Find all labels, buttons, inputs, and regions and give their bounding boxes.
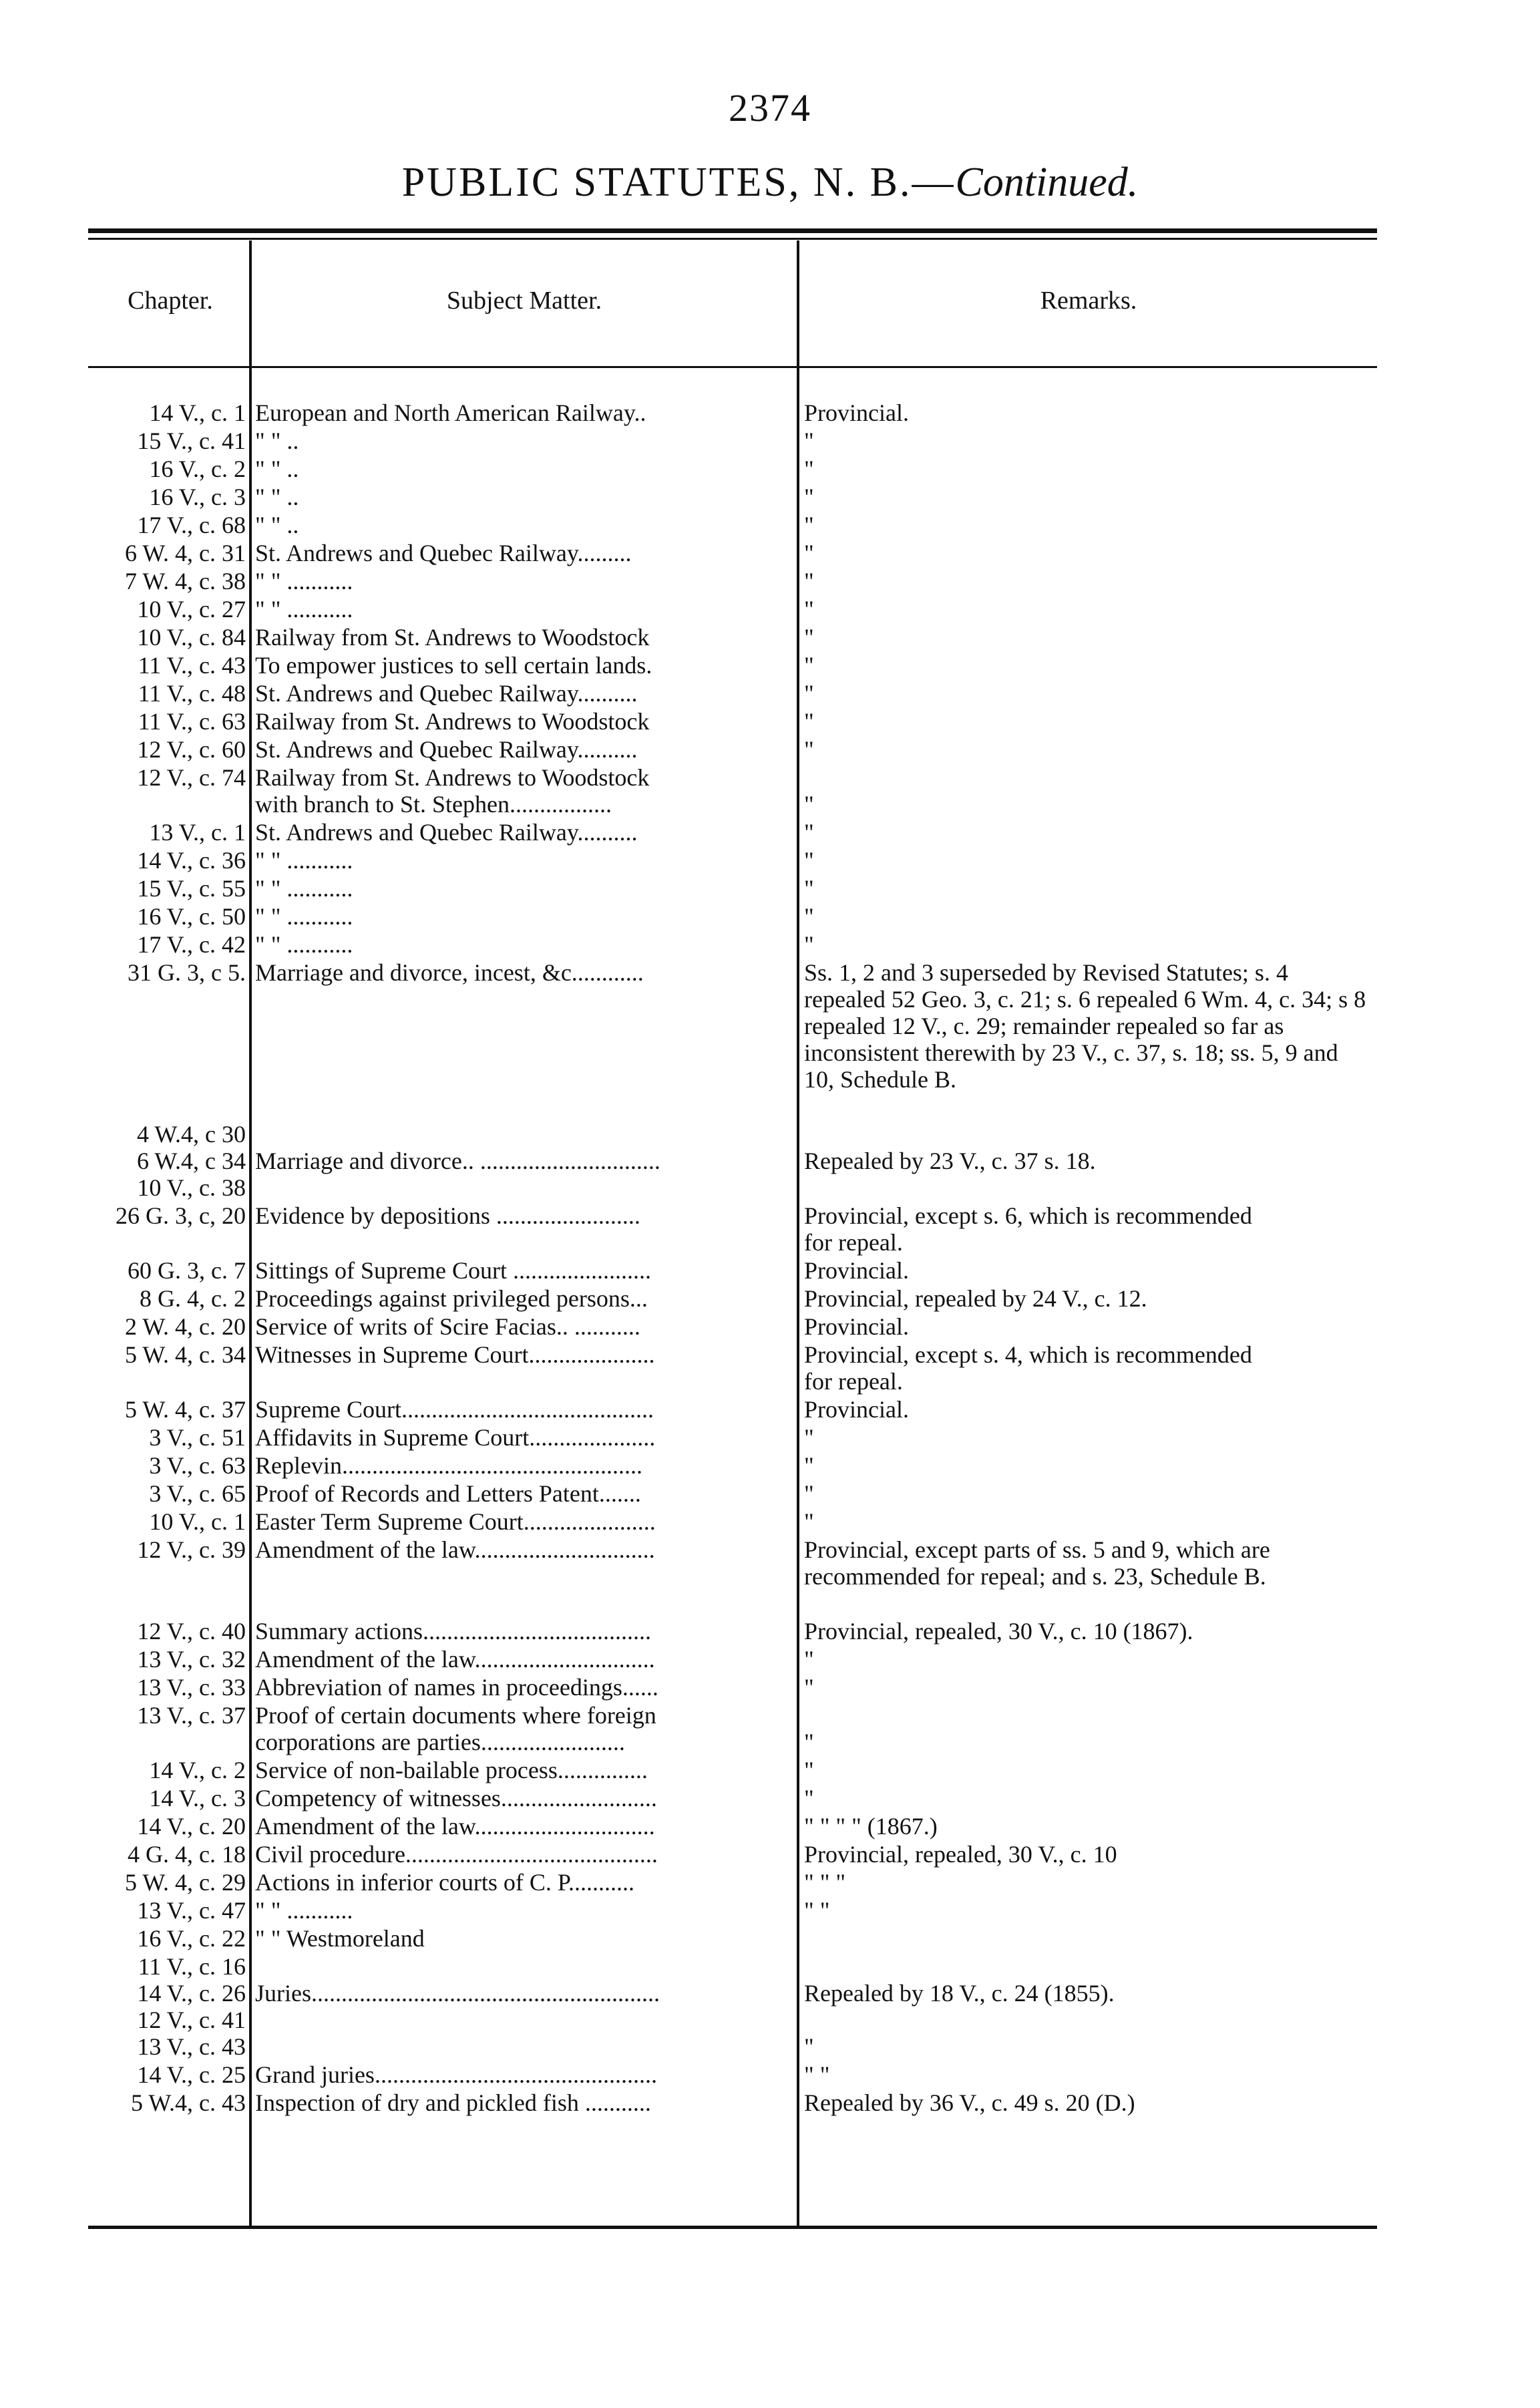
chapter-cell: 14 V., c. 2 — [149, 1757, 246, 1783]
table-row — [0, 1202, 1540, 1257]
subject-cell: Amendment of the law.............................. — [255, 1813, 655, 1840]
chapter-cell: 13 V., c. 1 — [149, 819, 246, 846]
table-row — [0, 652, 1540, 680]
remarks-cell: " — [804, 624, 814, 651]
chapter-cell: 5 W. 4, c. 34 — [124, 1341, 246, 1368]
table-row — [0, 1480, 1540, 1508]
page-title-main: PUBLIC STATUTES, N. B.— — [401, 160, 956, 205]
remarks-cell: " — [804, 652, 814, 679]
chapter-cell: 10 V., c. 1 — [149, 1508, 246, 1535]
subject-cell: Service of writs of Scire Facias.. ........... — [255, 1313, 640, 1340]
remarks-cell: Repealed by 23 V., c. 37 s. 18. — [804, 1148, 1096, 1174]
table-row — [0, 1508, 1540, 1536]
remarks-cell: " — [804, 1452, 814, 1479]
column-header-subject: Subject Matter. — [446, 287, 602, 315]
remarks-cell: " " " " (1867.) — [804, 1813, 938, 1840]
subject-cell: Service of non-bailable process............... — [255, 1757, 648, 1783]
remarks-cell: " " " — [804, 1869, 846, 1896]
chapter-cell: 16 V., c. 50 — [137, 903, 246, 930]
subject-cell: Marriage and divorce.. .............................. — [255, 1148, 660, 1174]
chapter-cell: 14 V., c. 3 — [149, 1785, 246, 1812]
table-row — [0, 1757, 1540, 1785]
subject-cell: Amendment of the law.............................. — [255, 1536, 655, 1563]
table-row — [0, 1646, 1540, 1674]
subject-cell: Supreme Court.......................................... — [255, 1396, 654, 1423]
top-rule-thin — [88, 238, 1377, 240]
subject-cell: Replevin.................................................. — [255, 1452, 642, 1479]
table-row — [0, 512, 1540, 540]
subject-cell: Affidavits in Supreme Court..................... — [255, 1424, 656, 1451]
remarks-cell: Repealed by 18 V., c. 24 (1855). " — [804, 1980, 1115, 2060]
subject-cell: Evidence by depositions ........................ — [255, 1202, 640, 1229]
chapter-cell: 5 W.4, c. 43 — [130, 2089, 246, 2116]
remarks-cell: " — [804, 1785, 814, 1812]
subject-cell: Railway from St. Andrews to Woodstock with branch to St. Stephen................. — [255, 764, 650, 818]
remarks-cell: " — [804, 1480, 814, 1507]
column-header-chapter: Chapter. — [128, 287, 213, 315]
remarks-cell: " — [804, 847, 814, 874]
top-rule-thick — [88, 228, 1377, 233]
table-row — [0, 540, 1540, 568]
remarks-cell: " — [804, 903, 814, 930]
chapter-cell: 12 V., c. 39 — [137, 1536, 246, 1563]
statutes-table-body — [0, 399, 1540, 2117]
table-row — [0, 2089, 1540, 2117]
remarks-cell: " — [804, 708, 814, 735]
chapter-cell: 12 V., c. 60 — [137, 736, 246, 763]
table-row — [0, 484, 1540, 512]
remarks-cell: Provincial, except s. 6, which is recommended for repeal. — [804, 1202, 1252, 1256]
table-row — [0, 736, 1540, 764]
subject-cell: To empower justices to sell certain lands. — [255, 652, 652, 679]
remarks-cell: Ss. 1, 2 and 3 superseded by Revised Statutes; s. 4 repealed 52 Geo. 3, c. 21; s. 6 repealed 6 Wm. 4, c. 34; s 8 repealed 12 V., c. 29; remainder repealed so far as inconsistent therewith by 23 V., c. 37, s. 18; ss. 5, 9 and 10, Schedule B. — [804, 959, 1366, 1093]
table-row — [0, 1674, 1540, 1702]
subject-cell: Competency of witnesses.......................... — [255, 1785, 657, 1812]
subject-cell: " " ........... — [255, 875, 353, 902]
subject-cell: Railway from St. Andrews to Woodstock — [255, 624, 650, 651]
remarks-cell: " — [804, 1729, 814, 1755]
subject-cell: St. Andrews and Quebec Railway.......... — [255, 819, 638, 846]
subject-cell: St. Andrews and Quebec Railway......... — [255, 540, 632, 566]
chapter-cell: 11 V., c. 43 — [138, 652, 246, 679]
table-row — [0, 1121, 1540, 1202]
subject-cell: " " ........... — [255, 1897, 353, 1924]
subject-cell: European and North American Railway.. — [255, 399, 646, 426]
chapter-cell: 13 V., c. 37 — [137, 1702, 246, 1729]
table-row — [0, 1396, 1540, 1424]
chapter-cell: 12 V., c. 74 — [137, 764, 246, 791]
table-row — [0, 847, 1540, 875]
subject-cell: St. Andrews and Quebec Railway.......... — [255, 680, 638, 707]
chapter-cell: 16 V., c. 3 — [149, 484, 246, 510]
remarks-cell: Provincial. — [804, 1396, 909, 1423]
remarks-cell: " — [804, 1424, 814, 1451]
chapter-cell: 4 G. 4, c. 18 — [128, 1841, 246, 1868]
chapter-cell: 15 V., c. 55 — [137, 875, 246, 902]
subject-cell: Amendment of the law.............................. — [255, 1646, 655, 1673]
remarks-cell: Provincial, repealed by 24 V., c. 12. — [804, 1285, 1147, 1312]
chapter-cell: 11 V., c. 63 — [138, 708, 246, 735]
subject-cell: Sittings of Supreme Court ....................... — [255, 1257, 651, 1284]
table-row — [0, 764, 1540, 819]
remarks-cell: " — [804, 1757, 814, 1783]
remarks-cell: " — [804, 736, 814, 763]
chapter-cell: 17 V., c. 68 — [137, 512, 246, 538]
table-row — [0, 1618, 1540, 1646]
subject-cell: " " ........... — [255, 903, 353, 930]
chapter-cell: 31 G. 3, c 5. — [128, 959, 246, 986]
chapter-cell: 3 V., c. 63 — [149, 1452, 246, 1479]
subject-cell: " " ........... — [255, 568, 353, 594]
table-row — [0, 1536, 1540, 1618]
chapter-cell: 10 V., c. 84 — [137, 624, 246, 651]
table-row — [0, 399, 1540, 427]
subject-cell: Abbreviation of names in proceedings...... — [255, 1674, 658, 1701]
remarks-cell: " " — [804, 1897, 830, 1924]
remarks-cell: " " — [804, 2061, 830, 2088]
subject-cell: St. Andrews and Quebec Railway.......... — [255, 736, 638, 763]
remarks-cell: " — [804, 1508, 814, 1535]
table-row — [0, 903, 1540, 931]
remarks-cell: Repealed by 36 V., c. 49 s. 20 (D.) — [804, 2089, 1135, 2116]
table-row — [0, 680, 1540, 708]
table-row — [0, 568, 1540, 596]
remarks-cell: " — [804, 791, 814, 818]
chapter-cell: 4 W.4, c 30 6 W.4, c 34 10 V., c. 38 — [136, 1121, 246, 1201]
remarks-cell: Provincial, except s. 4, which is recommended for repeal. — [804, 1341, 1252, 1395]
table-row — [0, 1285, 1540, 1313]
table-row — [0, 1841, 1540, 1869]
chapter-cell: 3 V., c. 65 — [149, 1480, 246, 1507]
header-rule — [88, 366, 1377, 368]
table-row — [0, 1785, 1540, 1813]
remarks-cell: Provincial, repealed, 30 V., c. 10 — [804, 1841, 1117, 1868]
subject-cell: Marriage and divorce, incest, &c............ — [255, 959, 644, 986]
table-row — [0, 624, 1540, 652]
remarks-cell: Provincial, except parts of ss. 5 and 9, which are recommended for repeal; and s. 23, Schedule B. — [804, 1536, 1270, 1590]
chapter-cell: 3 V., c. 51 — [149, 1424, 246, 1451]
table-row — [0, 875, 1540, 903]
chapter-cell: 60 G. 3, c. 7 — [128, 1257, 246, 1284]
page-title-continued: Continued. — [955, 160, 1139, 205]
page-number: 2374 — [729, 86, 811, 130]
chapter-cell: 12 V., c. 40 — [137, 1618, 246, 1645]
table-row — [0, 931, 1540, 959]
remarks-cell: " — [804, 540, 814, 566]
table-row — [0, 1897, 1540, 1925]
chapter-cell: 5 W. 4, c. 29 — [124, 1869, 246, 1896]
subject-cell: Proof of certain documents where foreign corporations are parties........................ — [255, 1702, 656, 1755]
chapter-cell: 6 W. 4, c. 31 — [124, 540, 246, 566]
remarks-cell: " — [804, 456, 814, 482]
subject-cell: " " .. — [255, 512, 299, 538]
table-row — [0, 596, 1540, 624]
table-row — [0, 1869, 1540, 1897]
subject-cell: Railway from St. Andrews to Woodstock — [255, 708, 650, 735]
remarks-cell: " — [804, 875, 814, 902]
chapter-cell: 13 V., c. 32 — [137, 1646, 246, 1673]
chapter-cell: 26 G. 3, c, 20 — [116, 1202, 246, 1229]
table-row — [0, 427, 1540, 456]
remarks-cell: " — [804, 596, 814, 623]
remarks-cell: " — [804, 819, 814, 846]
chapter-cell: 7 W. 4, c. 38 — [124, 568, 246, 594]
subject-cell: Civil procedure.......................................... — [255, 1841, 658, 1868]
chapter-cell: 14 V., c. 1 — [149, 399, 246, 426]
chapter-cell: 2 W. 4, c. 20 — [124, 1313, 246, 1340]
subject-cell: " " Westmoreland — [255, 1925, 425, 1952]
remarks-cell: " — [804, 484, 814, 510]
remarks-cell: Provincial, repealed, 30 V., c. 10 (1867). — [804, 1618, 1193, 1645]
table-row — [0, 1953, 1540, 2061]
subject-cell: Juries.......................................................... — [255, 1980, 660, 2007]
table-row — [0, 1813, 1540, 1841]
table-row — [0, 959, 1540, 1121]
table-row — [0, 2061, 1540, 2089]
subject-cell: Proceedings against privileged persons... — [255, 1285, 648, 1312]
subject-cell: Actions in inferior courts of C. P........... — [255, 1869, 634, 1896]
page-title — [0, 159, 1540, 206]
chapter-cell: 13 V., c. 33 — [137, 1674, 246, 1701]
chapter-cell: 17 V., c. 42 — [137, 931, 246, 958]
remarks-cell: " — [804, 512, 814, 538]
table-row — [0, 1452, 1540, 1480]
table-row — [0, 819, 1540, 847]
remarks-cell: " — [804, 1646, 814, 1673]
chapter-cell: 8 G. 4, c. 2 — [140, 1285, 246, 1312]
subject-cell: Easter Term Supreme Court...................... — [255, 1508, 656, 1535]
chapter-cell: 16 V., c. 2 — [149, 456, 246, 482]
remarks-cell: " — [804, 931, 814, 958]
table-row — [0, 456, 1540, 484]
chapter-cell: 10 V., c. 27 — [137, 596, 246, 623]
bottom-rule — [88, 2226, 1377, 2229]
remarks-cell: " — [804, 1674, 814, 1701]
table-row — [0, 1702, 1540, 1757]
table-row — [0, 1257, 1540, 1285]
subject-cell: " " ........... — [255, 931, 353, 958]
table-row — [0, 1424, 1540, 1452]
chapter-cell: 16 V., c. 22 — [137, 1925, 246, 1952]
table-row — [0, 1925, 1540, 1953]
table-row — [0, 1313, 1540, 1341]
remarks-cell: " — [804, 680, 814, 707]
chapter-cell: 14 V., c. 25 — [137, 2061, 246, 2088]
chapter-cell: 11 V., c. 48 — [138, 680, 246, 707]
subject-cell: Witnesses in Supreme Court..................... — [255, 1341, 655, 1368]
subject-cell: " " ........... — [255, 596, 353, 623]
chapter-cell: 15 V., c. 41 — [137, 427, 246, 454]
remarks-cell: Provincial. — [804, 399, 909, 426]
remarks-cell: Provincial. — [804, 1313, 909, 1340]
subject-cell: " " ........... — [255, 847, 353, 874]
chapter-cell: 13 V., c. 47 — [137, 1897, 246, 1924]
subject-cell: Summary actions...................................... — [255, 1618, 651, 1645]
chapter-cell: 5 W. 4, c. 37 — [124, 1396, 246, 1423]
subject-cell: " " .. — [255, 456, 299, 482]
table-row — [0, 1341, 1540, 1396]
chapter-cell: 11 V., c. 16 14 V., c. 26 12 V., c. 41 13 V., c. 43 — [137, 1953, 246, 2060]
subject-cell: Proof of Records and Letters Patent....... — [255, 1480, 641, 1507]
remarks-cell: " — [804, 427, 814, 454]
subject-cell: " " .. — [255, 484, 299, 510]
chapter-cell: 14 V., c. 36 — [137, 847, 246, 874]
remarks-cell: " — [804, 568, 814, 594]
subject-cell: Grand juries............................................... — [255, 2061, 657, 2088]
subject-cell: " " .. — [255, 427, 299, 454]
remarks-cell: Provincial. — [804, 1257, 909, 1284]
subject-cell: Inspection of dry and pickled fish ........... — [255, 2089, 651, 2116]
chapter-cell: 14 V., c. 20 — [137, 1813, 246, 1840]
column-header-remarks: Remarks. — [1040, 287, 1137, 315]
table-row — [0, 708, 1540, 736]
